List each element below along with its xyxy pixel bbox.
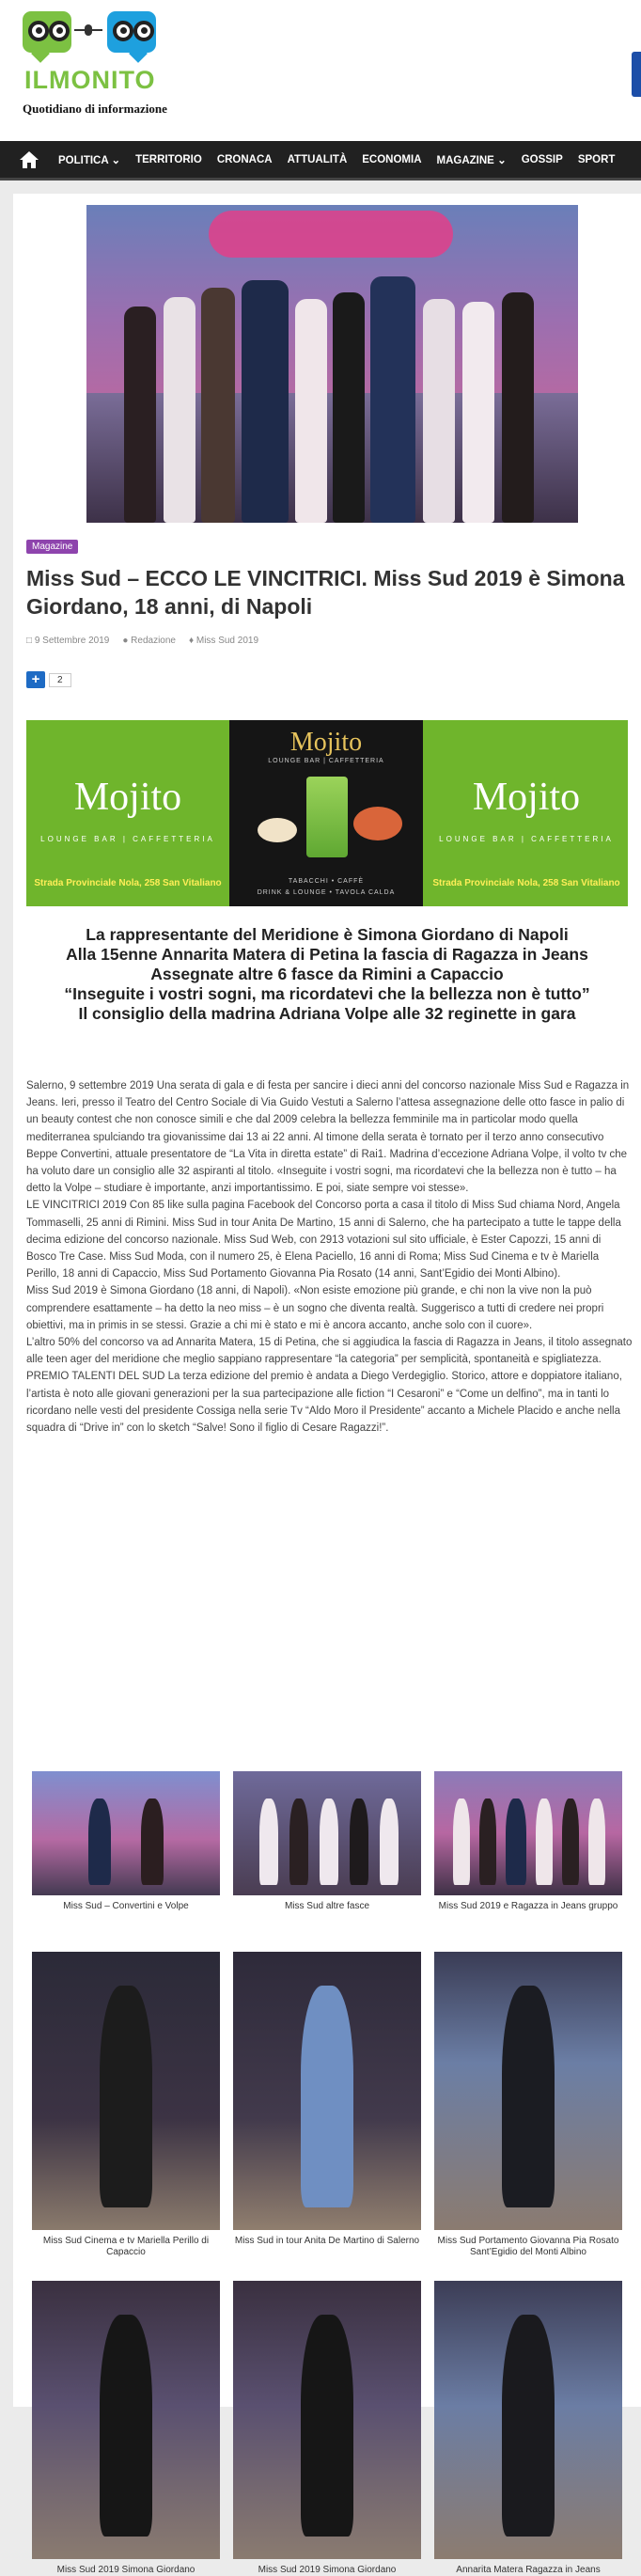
gallery-image[interactable] [233,1952,421,2230]
subheadline: Il consiglio della madrina Adriana Volpe alle 32 reginette in gara [78,1004,576,1023]
gallery-caption: Miss Sud 2019 Simona Giordano [258,2565,397,2575]
ad-subtitle-right: LOUNGE BAR | CAFFETTERIA [439,835,614,843]
header-widget[interactable] [632,52,641,97]
share-widget [26,671,71,688]
subheadline: Alla 15enne Annarita Matera di Petina la fascia di Ragazza in Jeans [66,945,588,964]
gallery-image[interactable] [32,1771,220,1895]
nav-list [58,141,630,178]
main-nav [0,141,641,181]
paragraph: L’altro 50% del concorso va ad Annarita Matera, 15 di Petina, che si aggiudica la fascia di Ragazza in Jeans, il titolo assegnato alle teen ager del meridione che meglio sappiano rappresentare “la categoria” per semplicità, spontaneità e spigliatezza. [26,1337,633,1366]
gallery-caption: Miss Sud altre fasce [284,1901,370,1911]
nav-item-sport[interactable]: SPORT [577,153,616,165]
nav-item-politica[interactable]: POLITICA ⌄ [58,154,121,166]
food-dish-icon [353,807,402,840]
gallery-caption: Miss Sud Cinema e tv Mariella Perillo di Capaccio [42,2236,210,2257]
tag-meta[interactable]: ♦ Miss Sud 2019 [188,636,259,646]
author-meta[interactable]: ● Redazione [122,636,176,646]
ad-address-left: Strada Provinciale Nola, 258 San Vitaliano [34,878,222,888]
site-tagline: Quotidiano di informazione [23,102,167,116]
nav-item-gossip[interactable]: GOSSIP [521,153,563,165]
ad-subtitle-left: LOUNGE BAR | CAFFETTERIA [40,835,215,843]
subheadline: Assegnate altre 6 fasce da Rimini a Capaccio [150,965,504,983]
gallery-image[interactable] [434,2281,622,2559]
gallery-caption: Miss Sud – Convertini e Volpe [63,1901,189,1911]
ad-mid-line1: TABACCHI • CAFFÈ [288,878,365,885]
paragraph: LE VINCITRICI 2019 Con 85 like sulla pagina Facebook del Concorso porta a casa il titolo di Miss Sud chiama Nord, Angela Tommaselli, 25 anni di Rimini. Miss Sud in tour Anita De Martino, 15 anni di Salerno, che ha partecipato a tutte le tappe della decima edizione del concorso nazionale. Miss Sud Web, con 2913 votazioni sul sito ufficiale, è Ester Capozzi, 15 anni di Bosco Tre Case. Miss Sud Moda, con il numero 25, è Elena Paciello, 16 anni di Roma; Miss Sud Cinema e tv è Mariella Perillo, 18 anni di Capaccio, Miss Sud Portamento Giovanna Pia Rosato (14 anni, Sant’Egidio dei Monti Albino). [26,1200,621,1280]
gallery-image[interactable] [32,2281,220,2559]
share-count: 2 [49,673,71,687]
home-icon[interactable] [19,150,39,169]
ad-brand-right: Mojito [472,776,581,819]
gallery-caption: Miss Sud in tour Anita De Martino di Salerno [234,2236,420,2246]
chevron-down-icon: ⌄ [111,154,121,166]
nav-item-economia[interactable]: ECONOMIA [362,153,422,165]
paragraph: Salerno, 9 settembre 2019 Una serata di gala e di festa per sancire i dieci anni del concorso nazionale Miss Sud e Ragazza in Jeans. Ieri, presso il Teatro del Centro Sociale di Via Guido Vestuti a Salerno l’attesa assegnazione delle otto fasce in palio di un beauty contest che non conosce simili e che dal 2009 celebra la bellezza femminile ma in particolar modo quella mediterranea spulciando tra giovanissime dai 13 ai 22 anni. Al timone della serata è tornato per il terzo anno consecutivo Beppe Convertini, attuale presentatore de “La Vita in diretta estate” di Rai1. Madrina d’eccezione Adriana Volpe, il volto tv che ha voluto dare un consiglio alle 32 aspiranti al titolo. «Inseguite i vostri sogni, ma ricordatevi che la bellezza non è tutto – ha detto la Volpe – studiare è importante, anzi importantissimo. E poi, siate sempre voi stesse». [26,1080,630,1195]
gallery-image[interactable] [32,1952,220,2230]
gallery-image[interactable] [233,2281,421,2559]
plus-icon[interactable]: + [26,671,45,688]
gallery-image[interactable] [434,1952,622,2230]
article-card [13,194,641,2575]
gallery-caption: Annarita Matera Ragazza in Jeans [456,2565,601,2575]
calendar-icon: □ [26,636,33,646]
nav-item-attualita[interactable]: ATTUALITÀ [287,153,348,165]
article-title: Miss Sud – ECCO LE VINCITRICI. Miss Sud 2019 è Simona Giordano, 18 anni, di Napoli [26,566,625,619]
ad-center-panel [229,720,423,906]
ad-subtitle-center: LOUNGE BAR | CAFFETTERIA [268,758,384,764]
gallery-caption: Miss Sud 2019 e Ragazza in Jeans gruppo [438,1901,618,1911]
coffee-cup-icon [258,818,297,842]
date-meta[interactable]: □ 9 Settembre 2019 [26,636,110,646]
logo-green-bubble-icon [23,11,71,53]
author-icon: ● [122,636,129,646]
site-header [0,0,641,141]
subheadline: “Inseguite i vostri sogni, ma ricordatevi che la bellezza non è tutto” [64,984,590,1003]
paragraph: Miss Sud 2019 è Simona Giordano (18 anni, di Napoli). «Non esiste emozione più grande, e chi non la vive non la può comprendere esattamente – ha detto la neo miss – è un sogno che diventa realtà. Suggerisco a tutti di credere nei propri obiettivi, ma in primis in se stessi. Grazie a chi mi è stato e mi è ancora accanto, anche solo con il cuore». [26,1285,604,1331]
gallery-caption: Miss Sud Portamento Giovanna Pia Rosato Sant’Egidio del Monti Albino [437,2236,619,2257]
article-subheadlines [26,925,628,1024]
featured-image[interactable] [86,205,578,523]
ad-address-right: Strada Provinciale Nola, 258 San Vitaliano [432,878,620,888]
logo-link-icon [74,26,102,34]
nav-item-cronaca[interactable]: CRONACA [216,153,273,165]
nav-item-magazine[interactable]: MAGAZINE ⌄ [436,154,507,166]
ad-brand-left: Mojito [73,776,182,819]
paragraph: PREMIO TALENTI DEL SUD La terza edizione del premio è andata a Diego Verdegiglio. Storico, attore e doppiatore italiano, l’artista è noto alle giovani generazioni per la sua partecipazione alle fiction “I Cesaroni” e “Come un delfino”, ma in tanti lo ricordano nelle vesti del presidente Cossiga nella serie Tv “Aldo Moro il Presidente” accanto a Michele Placido e anche nella squadra di “Drive in” con lo sketch “Salve! Sono il figlio di Cesare Ragazzi!”. [26,1371,622,1435]
site-logo[interactable] [23,8,182,120]
cocktail-icon [306,777,348,857]
site-name: ILMONITO [24,66,156,94]
gallery-image[interactable] [434,1771,622,1895]
ad-mid-line2: DRINK & LOUNGE • TAVOLA CALDA [257,889,396,896]
article-body [26,1077,633,1437]
gallery-caption: Miss Sud 2019 Simona Giordano [56,2565,195,2575]
stage-banner [209,211,453,258]
tag-icon: ♦ [188,636,195,646]
gallery-image[interactable] [233,1771,421,1895]
ad-brand-center: Mojito [289,728,363,757]
article-meta [26,636,258,646]
nav-item-territorio[interactable]: TERRITORIO [135,153,202,165]
chevron-down-icon: ⌄ [497,154,507,166]
subheadline: La rappresentante del Meridione è Simona Giordano di Napoli [86,925,569,944]
category-badge[interactable]: Magazine [26,540,78,554]
logo-blue-bubble-icon [107,11,156,53]
mojito-ad-banner[interactable] [26,720,628,906]
